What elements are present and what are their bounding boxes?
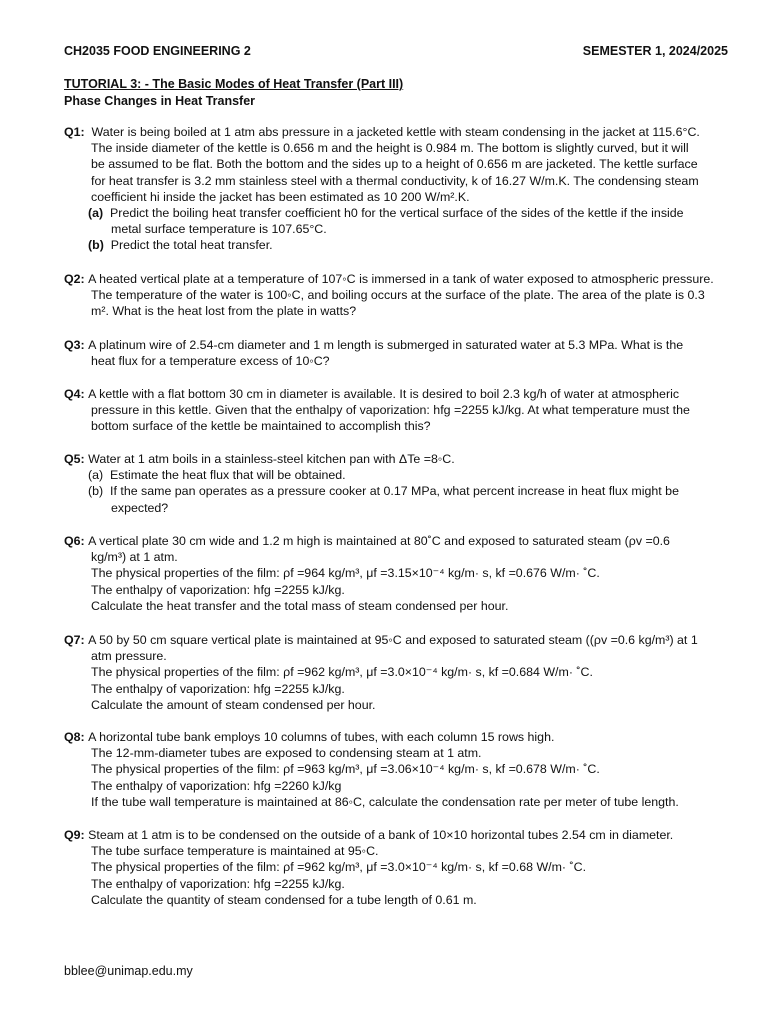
question-text-line: atm pressure. [91,649,167,664]
question-label: Q5: [64,452,85,466]
part-text-line: expected? [111,500,169,515]
question-text-line: Calculate the heat transfer and the total mass of steam condensed per hour. [91,598,509,613]
question-text-line: for heat transfer is 3.2 mm stainless steel with a thermal conductivity, k of 16.27 W/m.K. The condensing steam [91,173,699,188]
question-text-line: A vertical plate 30 cm wide and 1.2 m high is maintained at 80˚C and exposed to saturated steam (ρv =0.6 [88,534,670,548]
question-label: Q9: [64,828,85,842]
question-text-line: bottom surface of the kettle be maintained to accomplish this? [91,419,431,434]
question-label: Q4: [64,387,85,401]
part-text-line: Estimate the heat flux that will be obtained. [110,468,346,483]
semester-header: SEMESTER 1, 2024/2025 [582,44,728,58]
question-label: Q6: [64,534,85,548]
part-text-line: Predict the boiling heat transfer coefficient h0 for the vertical surface of the sides of the kettle if the inside [110,206,684,221]
question-text-line: Water at 1 atm boils in a stainless-steel kitchen pan with ΔTe =8◦C. [88,452,455,466]
question-text-line: The enthalpy of vaporization: hfg =2260 kJ/kg [91,778,342,793]
question-2 [64,271,732,320]
question-label: Q2: [64,272,85,286]
question-label: Q8: [64,730,85,744]
question-3 [64,337,732,369]
question-text-line: heat flux for a temperature excess of 10◦C? [91,354,330,369]
question-text-line: kg/m³) at 1 atm. [91,550,178,565]
question-text-line: The enthalpy of vaporization: hfg =2255 kJ/kg. [91,876,345,891]
question-9 [64,827,732,908]
question-text-line: Calculate the amount of steam condensed per hour. [91,697,376,712]
question-text-line: The temperature of the water is 100◦C, and boiling occurs at the surface of the plate. The area of the plate is 0.3 [91,288,705,303]
question-text-line: pressure in this kettle. Given that the enthalpy of vaporization: hfg =2255 kJ/kg. At what temperature must the [91,403,690,418]
part-label: (b) [88,238,104,253]
question-text-line: coefficient hi inside the jacket has been estimated as 10 200 W/m².K. [91,189,470,204]
question-label: Q7: [64,633,85,647]
question-label: Q3: [64,338,85,352]
part-label: (a) [88,468,104,483]
question-text-line: The physical properties of the film: ρf =962 kg/m³, μf =3.0×10⁻⁴ kg/m· s, kf =0.684 W/m· ˚C. [91,665,593,680]
tutorial-heading [64,76,403,110]
question-8 [64,729,732,810]
question-6 [64,533,732,614]
question-text-line: A heated vertical plate at a temperature of 107◦C is immersed in a tank of water exposed to atmospheric pressure. [88,272,714,286]
question-text-line: A 50 by 50 cm square vertical plate is maintained at 95◦C and exposed to saturated steam ((ρv =0.6 kg/m³) at 1 [88,633,698,647]
part-label: (b) [88,484,104,499]
question-text-line: Water is being boiled at 1 atm abs pressure in a jacketed kettle with steam condensing in the jacket at 115.6°C. [91,125,700,139]
question-7 [64,632,732,713]
question-text-line: m². What is the heat lost from the plate in watts? [91,304,357,319]
question-1 [64,124,732,254]
question-text-line: Steam at 1 atm is to be condensed on the outside of a bank of 10×10 horizontal tubes 2.54 cm in diameter. [88,828,674,842]
question-label: Q1: [64,125,85,139]
question-text-line: A horizontal tube bank employs 10 columns of tubes, with each column 15 rows high. [88,730,555,744]
question-text-line: Calculate the quantity of steam condensed for a tube length of 0.61 m. [91,892,477,907]
tutorial-title: TUTORIAL 3: - The Basic Modes of Heat Transfer (Part III) [64,77,404,91]
question-text-line: The inside diameter of the kettle is 0.656 m and the height is 0.984 m. The bottom is slightly curved, but it will [91,141,689,156]
tutorial-subtitle: Phase Changes in Heat Transfer [64,94,256,108]
question-text-line: The physical properties of the film: ρf =964 kg/m³, μf =3.15×10⁻⁴ kg/m· s, kf =0.676 W/m· ˚C. [91,566,600,581]
part-text-line: If the same pan operates as a pressure cooker at 0.17 MPa, what percent increase in heat flux might be [110,484,679,499]
question-4 [64,386,732,435]
question-5 [64,451,732,516]
course-header: CH2035 FOOD ENGINEERING 2 [64,44,251,58]
part-text-line: Predict the total heat transfer. [110,238,273,253]
question-text-line: A platinum wire of 2.54-cm diameter and 1 m length is submerged in saturated water at 5.3 MPa. What is the [88,338,684,352]
question-text-line: If the tube wall temperature is maintained at 86◦C, calculate the condensation rate per meter of tube length. [91,794,679,809]
part-label: (a) [88,206,104,221]
question-text-line: The 12-mm-diameter tubes are exposed to condensing steam at 1 atm. [91,746,482,761]
footer-email: bblee@unimap.edu.my [64,964,193,978]
question-text-line: The physical properties of the film: ρf =963 kg/m³, μf =3.06×10⁻⁴ kg/m· s, kf =0.678 W/m· ˚C. [91,762,600,777]
question-text-line: A kettle with a flat bottom 30 cm in diameter is available. It is desired to boil 2.3 kg/h of water at atmospheric [88,387,680,401]
question-text-line: The enthalpy of vaporization: hfg =2255 kJ/kg. [91,681,345,696]
question-text-line: The tube surface temperature is maintained at 95◦C. [91,844,379,859]
question-text-line: The physical properties of the film: ρf =962 kg/m³, μf =3.0×10⁻⁴ kg/m· s, kf =0.68 W/m· ˚C. [91,860,587,875]
question-text-line: be assumed to be flat. Both the bottom and the sides up to a height of 0.656 m are jacketed. The kettle surface [91,157,698,172]
question-text-line: The enthalpy of vaporization: hfg =2255 kJ/kg. [91,582,345,597]
part-text-line: metal surface temperature is 107.65°C. [111,222,327,237]
